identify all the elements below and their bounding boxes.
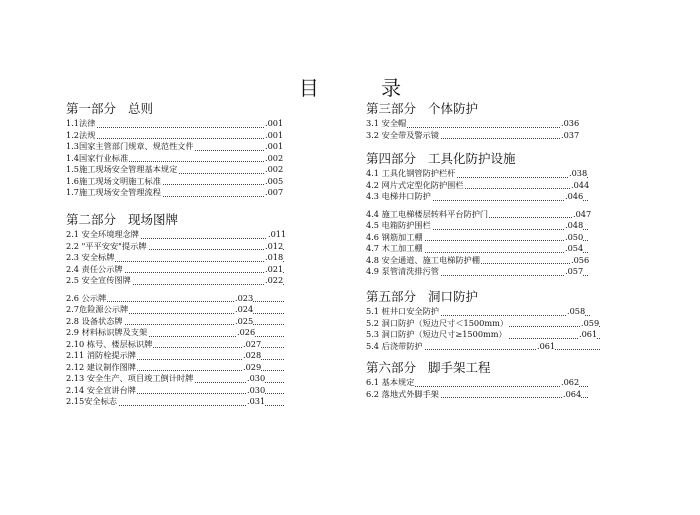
toc-entry[interactable]: 1.2法规 .001: [66, 129, 284, 140]
section-number: 第一部分: [66, 101, 117, 116]
section-title: [366, 288, 600, 306]
toc-entry[interactable]: 1.1法律 .001: [66, 118, 284, 128]
section-title: [366, 100, 578, 118]
toc-entry[interactable]: 6.2 落地式外脚手架 .064: [366, 389, 588, 401]
section-title: [366, 359, 588, 377]
toc-entry[interactable]: 2.9 材料标识牌及支架 .026: [66, 327, 284, 339]
toc-entry[interactable]: 2.5 安全宣传图牌 .022: [66, 275, 284, 285]
toc-entry[interactable]: 4.5 电箱防护围栏 .048: [366, 220, 588, 232]
toc-entry[interactable]: 2.10 栋号、楼层标识牌 .027: [66, 339, 284, 351]
section-number: 第二部分: [66, 212, 117, 227]
toc-entry[interactable]: 2.15安全标志 .031: [66, 396, 284, 408]
section-1: [66, 100, 284, 199]
toc-entry[interactable]: 1.3国家主管部门规章、规范性文件 .001: [66, 141, 284, 151]
toc-entry[interactable]: 2.14 安全宣讲台牌 .030: [66, 385, 284, 397]
toc-entry[interactable]: 2.2 "平平安安"提示牌 .012: [66, 240, 284, 251]
section-number: 第三部分: [366, 101, 417, 116]
section-name: 总则: [128, 101, 154, 116]
toc-entry[interactable]: 4.9 泵管清洗排污管 .057: [366, 266, 588, 278]
section-name: 工具化防护设施: [428, 151, 516, 166]
section-2: [66, 211, 287, 408]
section-6: [366, 359, 588, 400]
section-number: 第四部分: [366, 151, 417, 166]
section-name: 洞口防护: [428, 289, 479, 304]
toc-entry[interactable]: 2.4 责任公示牌 .021: [66, 263, 284, 274]
section-5: [366, 288, 600, 352]
section-title: [66, 100, 280, 118]
toc-entry[interactable]: 1.5施工现场安全管理基本规定 .002: [66, 164, 284, 174]
section-name: 现场图牌: [128, 212, 179, 227]
toc-entry[interactable]: 5.4 后浇带防护 .061: [366, 341, 600, 353]
toc-entry[interactable]: 2.1 安全环境理念牌 .011: [66, 229, 287, 239]
toc-entry[interactable]: 5.1 桩井口安全防护 .058: [366, 306, 590, 318]
toc-entry[interactable]: 2.6 公示牌 .023: [66, 293, 284, 305]
toc-entry[interactable]: 3.1 安全帽 .036: [366, 118, 580, 128]
toc-entry[interactable]: 5.2 洞口防护（短边尺寸＜1500mm） .059: [366, 317, 600, 328]
toc-entry[interactable]: 1.4国家行业标准 .002: [66, 152, 284, 163]
toc-title: 目 录: [298, 76, 430, 100]
section-3: [366, 100, 578, 141]
toc-entry[interactable]: 2.13 安全生产、项目竣工倒计时牌 .030: [66, 373, 284, 385]
section-number: 第五部分: [366, 289, 417, 304]
toc-entry[interactable]: 4.4 施工电梯楼层转料平台防护门 .047: [366, 208, 592, 219]
section-4: [366, 150, 592, 278]
section-title: [366, 150, 588, 168]
toc-entry[interactable]: 2.11 消防栓提示牌 .028: [66, 350, 284, 362]
section-number: 第六部分: [366, 360, 417, 375]
toc-entry[interactable]: 6.1 基本规定 .062: [366, 377, 588, 389]
toc-entry[interactable]: 4.3 电梯井口防护 .046: [366, 191, 588, 203]
section-name: 脚手架工程: [428, 360, 491, 375]
toc-entry[interactable]: 4.8 安全通道、施工电梯防护棚 .056: [366, 254, 590, 265]
toc-entry[interactable]: 4.1 工具化钢管防护栏杆 .038: [366, 168, 588, 178]
toc-entry[interactable]: 5.3 洞口防护（短边尺寸≥1500mm） .061: [366, 329, 600, 341]
toc-entry[interactable]: 4.7 木工加工棚 .054: [366, 243, 588, 255]
toc-entry[interactable]: 2.12 建议制作图牌 .029: [66, 362, 284, 374]
toc-entry[interactable]: 1.6施工现场文明施工标准 .005: [66, 175, 284, 186]
toc-entry[interactable]: 3.2 安全带及警示镜 .037: [366, 129, 580, 140]
toc-entry[interactable]: 1.7施工现场安全管理流程 .007: [66, 187, 284, 197]
toc-entry[interactable]: 4.2 网片式定型化防护围栏 .044: [366, 179, 590, 190]
section-name: 个体防护: [428, 101, 479, 116]
toc-entry[interactable]: 2.8 设备状态牌 .025: [66, 316, 284, 328]
toc-entry[interactable]: 2.3 安全标牌 .018: [66, 252, 284, 262]
toc-entry[interactable]: 2.7危险源公示牌 .024: [66, 304, 284, 316]
section-title: [66, 211, 284, 229]
toc-entry[interactable]: 4.6 钢筋加工棚 .050: [366, 232, 588, 244]
